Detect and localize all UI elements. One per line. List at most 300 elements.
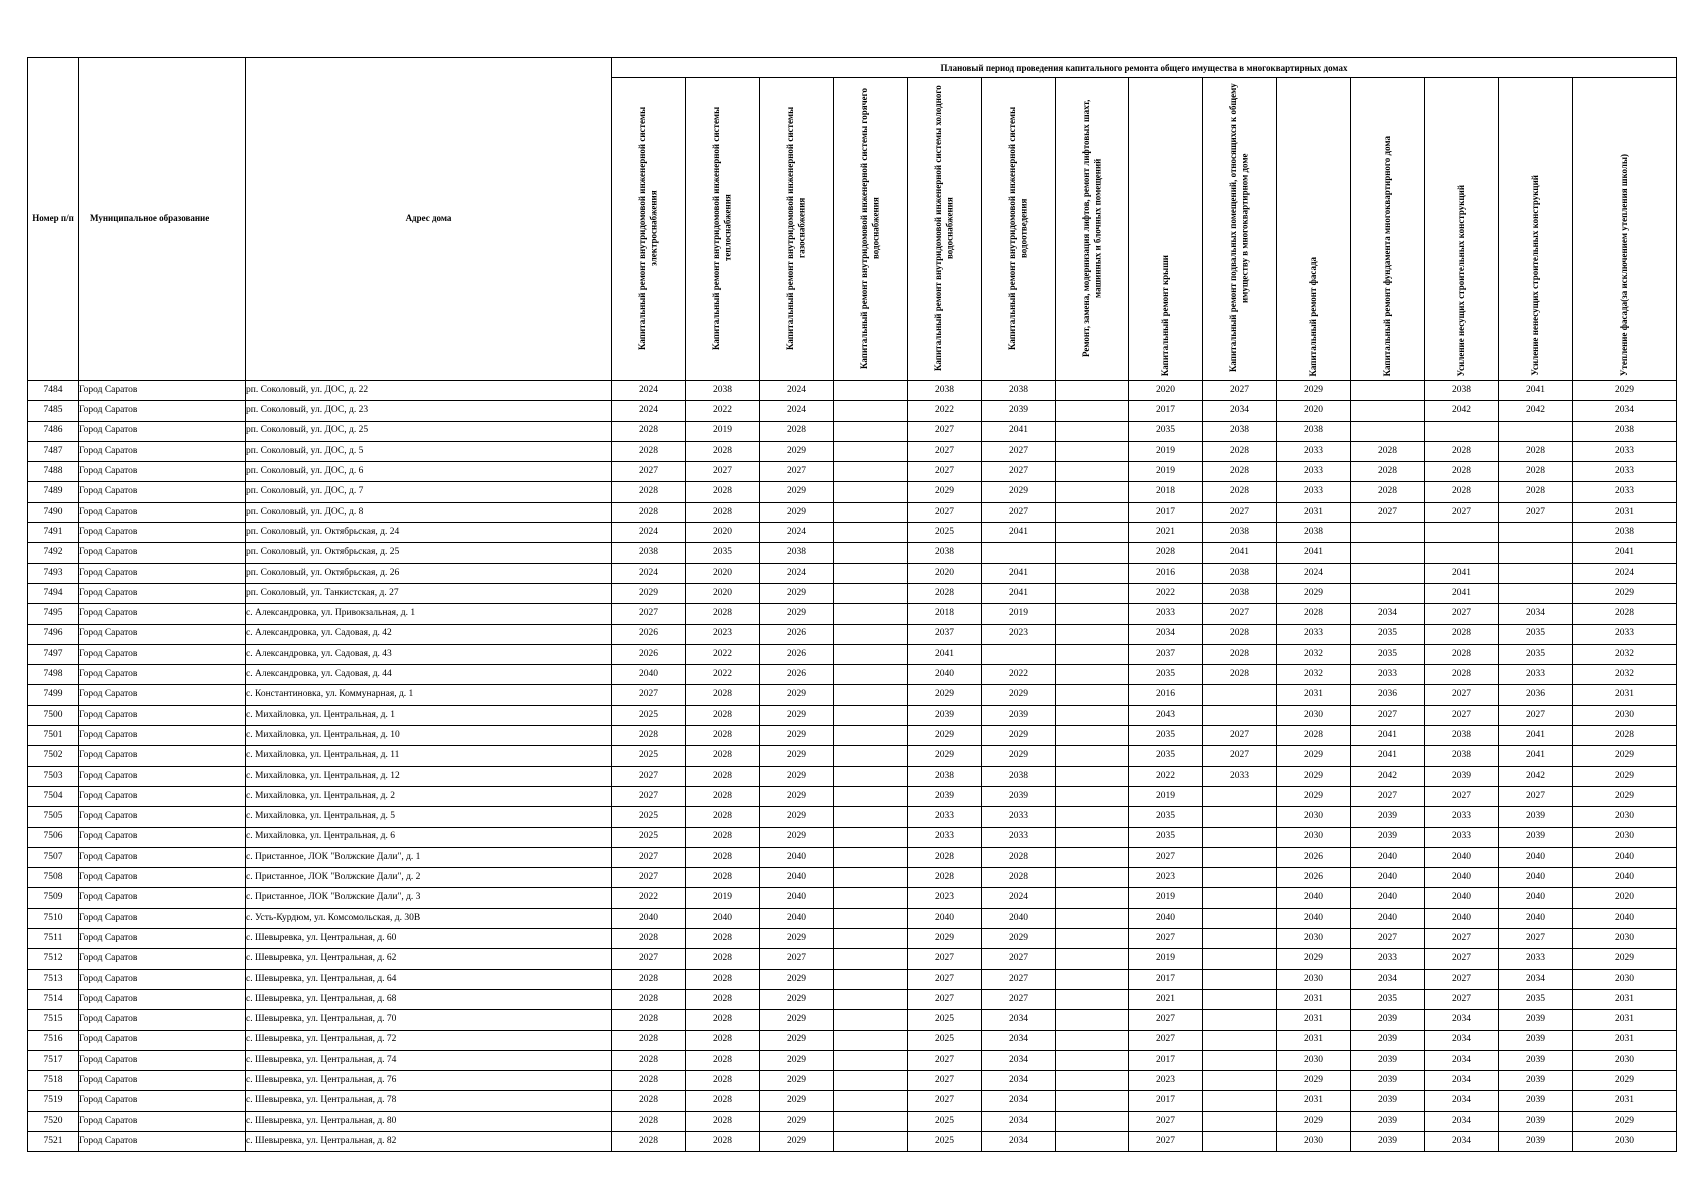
row-year-cell: 2029: [1277, 746, 1351, 766]
row-year-cell: [1351, 583, 1425, 603]
row-year-cell: 2020: [1277, 401, 1351, 421]
row-year-cell: [1056, 929, 1129, 949]
row-year-cell: 2025: [612, 746, 686, 766]
row-year-cell: 2038: [1277, 421, 1351, 441]
row-address: с. Шевыревка, ул. Центральная, д. 62: [246, 949, 612, 969]
row-year-cell: 2024: [760, 381, 834, 401]
header-work-label: Утепление фасада(за исключением утепления школы): [1618, 153, 1629, 376]
row-municipality: Город Саратов: [79, 543, 246, 563]
row-number: 7500: [28, 705, 79, 725]
row-year-cell: 2036: [1351, 685, 1425, 705]
row-year-cell: 2029: [760, 1131, 834, 1151]
row-number: 7495: [28, 604, 79, 624]
row-year-cell: 2019: [1129, 888, 1203, 908]
row-number: 7496: [28, 624, 79, 644]
row-year-cell: [1056, 583, 1129, 603]
row-year-cell: 2033: [1499, 665, 1573, 685]
row-year-cell: [1203, 685, 1277, 705]
row-year-cell: 2028: [686, 685, 760, 705]
row-year-cell: 2020: [686, 563, 760, 583]
row-year-cell: 2038: [1203, 583, 1277, 603]
row-year-cell: 2028: [612, 1010, 686, 1030]
row-year-cell: 2028: [1499, 482, 1573, 502]
row-address: с. Пристанное, ЛОК "Волжские Дали", д. 1: [246, 847, 612, 867]
row-year-cell: 2029: [760, 746, 834, 766]
row-year-cell: 2034: [982, 1091, 1056, 1111]
row-municipality: Город Саратов: [79, 827, 246, 847]
row-year-cell: 2025: [908, 1131, 982, 1151]
row-year-cell: [834, 644, 908, 664]
row-year-cell: 2024: [1277, 563, 1351, 583]
row-year-cell: 2027: [908, 989, 982, 1009]
row-year-cell: 2035: [1351, 989, 1425, 1009]
row-year-cell: 2028: [982, 868, 1056, 888]
row-year-cell: 2028: [686, 989, 760, 1009]
row-year-cell: 2028: [612, 1030, 686, 1050]
row-year-cell: 2028: [612, 1071, 686, 1091]
row-municipality: Город Саратов: [79, 746, 246, 766]
row-year-cell: 2031: [1277, 685, 1351, 705]
row-municipality: Город Саратов: [79, 989, 246, 1009]
row-year-cell: 2029: [1573, 786, 1677, 806]
row-year-cell: 2040: [760, 847, 834, 867]
row-number: 7489: [28, 482, 79, 502]
row-year-cell: 2027: [612, 766, 686, 786]
row-year-cell: 2018: [1129, 482, 1203, 502]
row-year-cell: 2029: [760, 989, 834, 1009]
row-year-cell: 2028: [686, 807, 760, 827]
row-number: 7491: [28, 523, 79, 543]
row-year-cell: 2028: [1425, 462, 1499, 482]
row-municipality: Город Саратов: [79, 1071, 246, 1091]
header-work-8: [1129, 78, 1203, 381]
table-row: [28, 827, 1677, 847]
row-year-cell: 2029: [908, 482, 982, 502]
row-address: с. Усть-Курдюм, ул. Комсомольская, д. 30В: [246, 908, 612, 928]
row-year-cell: 2030: [1277, 969, 1351, 989]
header-work-label: Капитальный ремонт внутридомовой инженерной системы горячего водоснабжения: [859, 87, 881, 369]
row-year-cell: [834, 1050, 908, 1070]
row-address: рп. Соколовый, ул. Октябрьская, д. 25: [246, 543, 612, 563]
row-municipality: Город Саратов: [79, 1050, 246, 1070]
row-address: рп. Соколовый, ул. ДОС, д. 22: [246, 381, 612, 401]
row-year-cell: 2023: [686, 624, 760, 644]
row-address: с. Шевыревка, ул. Центральная, д. 74: [246, 1050, 612, 1070]
row-year-cell: 2027: [1351, 705, 1425, 725]
row-municipality: Город Саратов: [79, 441, 246, 461]
row-year-cell: 2028: [1277, 604, 1351, 624]
row-year-cell: [834, 827, 908, 847]
row-number: 7499: [28, 685, 79, 705]
row-municipality: Город Саратов: [79, 624, 246, 644]
row-year-cell: [834, 502, 908, 522]
row-year-cell: 2029: [908, 726, 982, 746]
row-address: с. Александровка, ул. Привокзальная, д. 1: [246, 604, 612, 624]
row-year-cell: 2028: [686, 604, 760, 624]
table-row: [28, 847, 1677, 867]
row-year-cell: 2027: [1203, 726, 1277, 746]
row-year-cell: 2024: [612, 523, 686, 543]
row-year-cell: 2029: [982, 746, 1056, 766]
row-year-cell: 2039: [1499, 827, 1573, 847]
row-year-cell: 2028: [1425, 644, 1499, 664]
row-number: 7510: [28, 908, 79, 928]
row-year-cell: 2039: [982, 786, 1056, 806]
header-work-9: [1203, 78, 1277, 381]
table-row: [28, 462, 1677, 482]
row-year-cell: 2040: [1351, 888, 1425, 908]
table-header: [28, 58, 1677, 381]
row-year-cell: 2030: [1277, 827, 1351, 847]
row-year-cell: 2041: [1573, 543, 1677, 563]
row-year-cell: [834, 908, 908, 928]
row-year-cell: 2019: [686, 888, 760, 908]
row-year-cell: 2021: [1129, 989, 1203, 1009]
row-year-cell: 2030: [1277, 705, 1351, 725]
row-year-cell: 2027: [1425, 949, 1499, 969]
row-municipality: Город Саратов: [79, 1111, 246, 1131]
row-year-cell: 2028: [686, 482, 760, 502]
row-year-cell: 2034: [982, 1071, 1056, 1091]
row-municipality: Город Саратов: [79, 665, 246, 685]
row-year-cell: [834, 604, 908, 624]
row-year-cell: 2027: [1351, 929, 1425, 949]
row-year-cell: 2033: [1425, 807, 1499, 827]
row-year-cell: [1499, 543, 1573, 563]
row-number: 7498: [28, 665, 79, 685]
row-year-cell: 2038: [1203, 421, 1277, 441]
row-year-cell: 2027: [982, 462, 1056, 482]
row-year-cell: 2040: [1573, 868, 1677, 888]
row-year-cell: 2028: [1499, 462, 1573, 482]
row-year-cell: 2033: [982, 827, 1056, 847]
row-year-cell: 2040: [612, 908, 686, 928]
row-year-cell: 2028: [1129, 543, 1203, 563]
row-municipality: Город Саратов: [79, 868, 246, 888]
row-year-cell: 2028: [1203, 624, 1277, 644]
row-year-cell: [1499, 583, 1573, 603]
row-year-cell: 2030: [1277, 929, 1351, 949]
row-address: с. Шевыревка, ул. Центральная, д. 60: [246, 929, 612, 949]
row-year-cell: 2029: [760, 583, 834, 603]
row-year-cell: 2034: [1425, 1050, 1499, 1070]
row-year-cell: 2033: [1203, 766, 1277, 786]
row-year-cell: 2039: [908, 705, 982, 725]
row-municipality: Город Саратов: [79, 766, 246, 786]
row-number: 7520: [28, 1111, 79, 1131]
row-year-cell: 2028: [1499, 441, 1573, 461]
row-address: рп. Соколовый, ул. Октябрьская, д. 24: [246, 523, 612, 543]
row-year-cell: 2024: [1573, 563, 1677, 583]
row-year-cell: 2034: [1425, 1071, 1499, 1091]
row-year-cell: 2024: [612, 563, 686, 583]
row-year-cell: 2035: [1129, 827, 1203, 847]
row-year-cell: 2034: [1351, 969, 1425, 989]
row-year-cell: 2034: [1129, 624, 1203, 644]
row-year-cell: 2038: [908, 381, 982, 401]
row-year-cell: 2033: [1277, 441, 1351, 461]
row-year-cell: 2031: [1277, 1010, 1351, 1030]
row-year-cell: 2034: [1425, 1131, 1499, 1151]
row-number: 7501: [28, 726, 79, 746]
row-year-cell: [1203, 969, 1277, 989]
table-row: [28, 685, 1677, 705]
row-year-cell: 2032: [1277, 644, 1351, 664]
row-year-cell: 2040: [1277, 888, 1351, 908]
row-year-cell: [1203, 1091, 1277, 1111]
row-year-cell: 2038: [760, 543, 834, 563]
row-year-cell: [1056, 1050, 1129, 1070]
row-municipality: Город Саратов: [79, 482, 246, 502]
row-year-cell: [1056, 827, 1129, 847]
row-year-cell: 2021: [1129, 523, 1203, 543]
row-number: 7502: [28, 746, 79, 766]
row-year-cell: 2027: [1129, 1131, 1203, 1151]
row-year-cell: [834, 868, 908, 888]
row-year-cell: 2029: [760, 1030, 834, 1050]
row-year-cell: 2039: [1499, 1010, 1573, 1030]
row-year-cell: 2027: [1129, 1030, 1203, 1050]
row-year-cell: 2030: [1277, 807, 1351, 827]
row-year-cell: 2040: [1425, 908, 1499, 928]
row-year-cell: [1203, 1111, 1277, 1131]
row-year-cell: 2039: [1499, 1111, 1573, 1131]
row-year-cell: [1056, 381, 1129, 401]
header-work-label: Капитальный ремонт внутридомовой инженерной системы теплоснабжения: [711, 106, 733, 350]
row-year-cell: [834, 1111, 908, 1131]
row-address: с. Александровка, ул. Садовая, д. 44: [246, 665, 612, 685]
row-number: 7503: [28, 766, 79, 786]
row-year-cell: 2040: [1351, 868, 1425, 888]
row-year-cell: 2039: [1499, 1071, 1573, 1091]
row-year-cell: 2029: [1573, 746, 1677, 766]
row-year-cell: 2027: [760, 462, 834, 482]
table-row: [28, 868, 1677, 888]
row-year-cell: 2040: [1499, 888, 1573, 908]
table-row: [28, 381, 1677, 401]
row-year-cell: [834, 807, 908, 827]
row-number: 7505: [28, 807, 79, 827]
row-number: 7512: [28, 949, 79, 969]
row-year-cell: 2028: [686, 726, 760, 746]
row-year-cell: 2041: [1499, 726, 1573, 746]
row-year-cell: 2028: [760, 421, 834, 441]
row-municipality: Город Саратов: [79, 563, 246, 583]
row-number: 7490: [28, 502, 79, 522]
row-year-cell: 2033: [1499, 949, 1573, 969]
row-address: с. Шевыревка, ул. Центральная, д. 70: [246, 1010, 612, 1030]
row-municipality: Город Саратов: [79, 583, 246, 603]
row-year-cell: 2039: [1351, 1111, 1425, 1131]
row-year-cell: [1056, 462, 1129, 482]
row-year-cell: 2030: [1573, 969, 1677, 989]
row-year-cell: 2031: [1277, 1091, 1351, 1111]
row-year-cell: 2033: [1129, 604, 1203, 624]
header-work-label: Капитальный ремонт внутридомовой инженерной системы электроснабжения: [637, 106, 659, 350]
row-year-cell: [1056, 543, 1129, 563]
table-row: [28, 1050, 1677, 1070]
row-year-cell: [1056, 1091, 1129, 1111]
row-year-cell: 2027: [908, 421, 982, 441]
row-year-cell: [834, 746, 908, 766]
row-year-cell: [1425, 523, 1499, 543]
row-year-cell: 2029: [760, 929, 834, 949]
header-work-12: [1425, 78, 1499, 381]
row-year-cell: [1203, 847, 1277, 867]
row-year-cell: 2028: [908, 868, 982, 888]
row-year-cell: 2031: [1277, 502, 1351, 522]
row-year-cell: [1056, 989, 1129, 1009]
row-year-cell: 2028: [1203, 665, 1277, 685]
row-year-cell: 2030: [1573, 807, 1677, 827]
row-year-cell: [1203, 1131, 1277, 1151]
row-year-cell: [834, 929, 908, 949]
row-year-cell: 2039: [1499, 1131, 1573, 1151]
row-year-cell: 2036: [1499, 685, 1573, 705]
row-municipality: Город Саратов: [79, 847, 246, 867]
row-year-cell: 2027: [1203, 604, 1277, 624]
row-year-cell: 2025: [612, 807, 686, 827]
row-year-cell: 2034: [1203, 401, 1277, 421]
row-year-cell: 2019: [1129, 441, 1203, 461]
row-year-cell: [834, 1030, 908, 1050]
row-year-cell: 2020: [908, 563, 982, 583]
row-year-cell: [834, 685, 908, 705]
row-address: рп. Соколовый, ул. ДОС, д. 23: [246, 401, 612, 421]
row-number: 7485: [28, 401, 79, 421]
row-year-cell: 2038: [982, 381, 1056, 401]
row-year-cell: 2039: [1351, 827, 1425, 847]
row-year-cell: [1351, 543, 1425, 563]
header-address: Адрес дома: [246, 58, 612, 381]
row-year-cell: 2040: [1351, 847, 1425, 867]
row-year-cell: 2038: [1425, 746, 1499, 766]
row-year-cell: 2027: [1351, 786, 1425, 806]
header-work-label: Капитальный ремонт внутридомовой инженерной системы водоотведения: [1007, 106, 1029, 350]
capital-repair-table: [27, 57, 1677, 1152]
row-year-cell: 2028: [612, 502, 686, 522]
row-year-cell: 2035: [1351, 624, 1425, 644]
row-number: 7514: [28, 989, 79, 1009]
row-year-cell: 2029: [1277, 786, 1351, 806]
row-year-cell: 2017: [1129, 1050, 1203, 1070]
row-year-cell: 2028: [1203, 482, 1277, 502]
row-address: с. Михайловка, ул. Центральная, д. 10: [246, 726, 612, 746]
row-address: с. Константиновка, ул. Коммунарная, д. 1: [246, 685, 612, 705]
row-year-cell: 2029: [760, 1010, 834, 1030]
row-address: с. Шевыревка, ул. Центральная, д. 80: [246, 1111, 612, 1131]
row-address: рп. Соколовый, ул. Октябрьская, д. 26: [246, 563, 612, 583]
row-address: с. Михайловка, ул. Центральная, д. 12: [246, 766, 612, 786]
row-year-cell: 2040: [1573, 847, 1677, 867]
row-year-cell: 2029: [760, 604, 834, 624]
row-year-cell: 2028: [686, 949, 760, 969]
row-year-cell: 2027: [982, 969, 1056, 989]
row-year-cell: 2041: [1351, 746, 1425, 766]
row-year-cell: [1203, 949, 1277, 969]
row-year-cell: 2032: [1277, 665, 1351, 685]
row-year-cell: 2040: [1277, 908, 1351, 928]
row-address: рп. Соколовый, ул. ДОС, д. 8: [246, 502, 612, 522]
row-year-cell: 2039: [1351, 1091, 1425, 1111]
row-year-cell: 2041: [1425, 563, 1499, 583]
row-address: с. Михайловка, ул. Центральная, д. 6: [246, 827, 612, 847]
row-municipality: Город Саратов: [79, 705, 246, 725]
row-year-cell: 2027: [1203, 746, 1277, 766]
row-year-cell: [834, 523, 908, 543]
table-row: [28, 989, 1677, 1009]
row-year-cell: 2040: [1425, 888, 1499, 908]
row-year-cell: 2042: [1425, 401, 1499, 421]
header-work-label: Капитальный ремонт крыши: [1159, 254, 1170, 376]
row-number: 7484: [28, 381, 79, 401]
row-year-cell: 2024: [760, 563, 834, 583]
row-year-cell: 2027: [1425, 969, 1499, 989]
row-year-cell: 2028: [686, 827, 760, 847]
row-year-cell: 2035: [1351, 644, 1425, 664]
row-year-cell: 2029: [982, 929, 1056, 949]
row-year-cell: [1203, 1030, 1277, 1050]
table-row: [28, 583, 1677, 603]
table-row: [28, 888, 1677, 908]
row-year-cell: 2034: [1499, 604, 1573, 624]
row-municipality: Город Саратов: [79, 421, 246, 441]
row-year-cell: 2027: [1129, 1111, 1203, 1131]
header-municipality: Муниципальное образование: [79, 58, 246, 381]
row-year-cell: 2025: [908, 1010, 982, 1030]
row-year-cell: 2027: [612, 685, 686, 705]
row-year-cell: 2033: [1277, 482, 1351, 502]
row-year-cell: 2033: [1425, 827, 1499, 847]
row-year-cell: 2039: [1351, 1010, 1425, 1030]
row-year-cell: 2035: [1129, 665, 1203, 685]
row-year-cell: [1203, 705, 1277, 725]
table-row: [28, 705, 1677, 725]
row-year-cell: [1203, 989, 1277, 1009]
row-year-cell: [1499, 563, 1573, 583]
row-year-cell: 2042: [1499, 766, 1573, 786]
row-year-cell: 2026: [1277, 868, 1351, 888]
row-year-cell: 2040: [760, 868, 834, 888]
row-year-cell: 2029: [760, 786, 834, 806]
row-year-cell: [1056, 563, 1129, 583]
row-year-cell: 2041: [982, 421, 1056, 441]
row-year-cell: 2023: [908, 888, 982, 908]
row-number: 7488: [28, 462, 79, 482]
row-year-cell: [834, 949, 908, 969]
row-year-cell: [834, 888, 908, 908]
row-year-cell: 2040: [1129, 908, 1203, 928]
row-address: с. Пристанное, ЛОК "Волжские Дали", д. 3: [246, 888, 612, 908]
row-year-cell: 2040: [760, 888, 834, 908]
row-year-cell: 2033: [1573, 462, 1677, 482]
row-year-cell: 2040: [1499, 868, 1573, 888]
row-year-cell: 2041: [982, 523, 1056, 543]
row-year-cell: 2028: [908, 583, 982, 603]
header-work-label: Усиление несущих строительных конструкций: [1455, 184, 1466, 376]
row-year-cell: 2032: [1573, 644, 1677, 664]
row-address: с. Александровка, ул. Садовая, д. 42: [246, 624, 612, 644]
table-row: [28, 726, 1677, 746]
row-year-cell: 2039: [1499, 807, 1573, 827]
row-year-cell: 2030: [1573, 1050, 1677, 1070]
row-year-cell: 2030: [1277, 1131, 1351, 1151]
row-year-cell: 2027: [1425, 929, 1499, 949]
row-year-cell: [1056, 1030, 1129, 1050]
row-year-cell: 2024: [760, 523, 834, 543]
row-year-cell: [1056, 746, 1129, 766]
row-year-cell: 2029: [1573, 1111, 1677, 1131]
